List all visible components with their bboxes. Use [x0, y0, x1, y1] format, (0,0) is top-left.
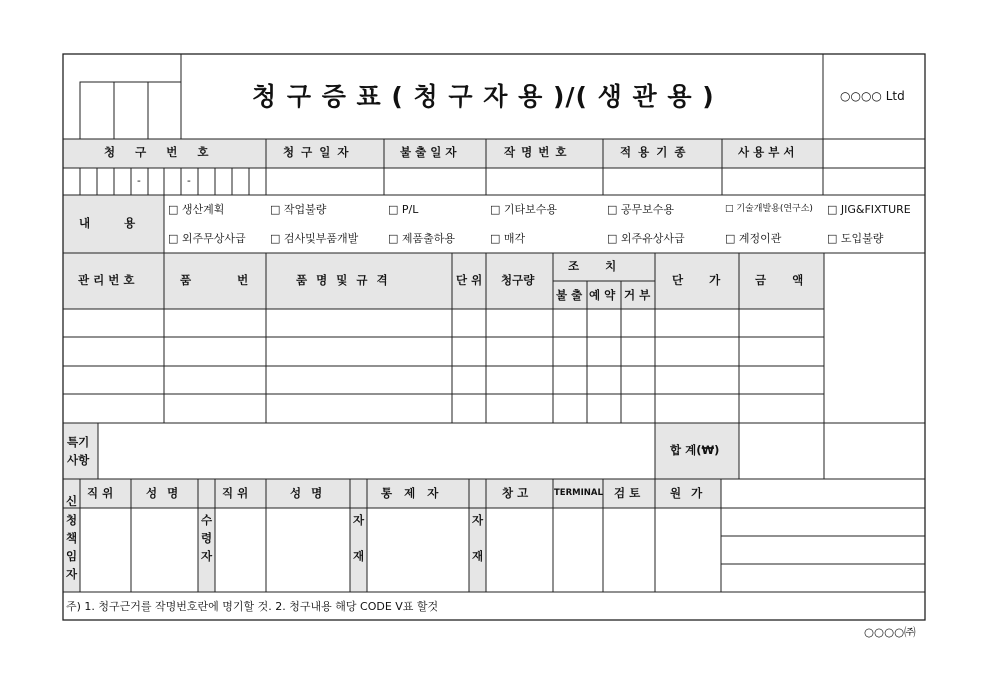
option-tech-development[interactable]: □ 기술개발용(연구소)	[725, 204, 813, 214]
option-pl[interactable]: □ P/L	[388, 203, 419, 216]
unit-price-header: 단 가	[672, 273, 721, 287]
position-label-1: 직 위	[87, 486, 114, 500]
form-grid-lines	[63, 54, 925, 620]
option-outsourcing-paid[interactable]: □ 외주유상사급	[607, 232, 685, 245]
option-import-defect[interactable]: □ 도입불량	[827, 232, 884, 245]
amount-header: 금 액	[755, 273, 804, 287]
option-facility-repair[interactable]: □ 공무보수용	[607, 203, 675, 216]
number-dash-2: -	[187, 175, 191, 187]
footer-company: ○○○○㈜	[864, 625, 916, 639]
option-work-defect[interactable]: □ 작업불량	[270, 203, 327, 216]
action-reserve-header: 예 약	[589, 288, 616, 302]
receiver-char-3: 자	[201, 549, 213, 563]
applicant-char-1: 신	[66, 494, 78, 508]
receiver-char-1: 수	[201, 513, 213, 527]
form-title: 청 구 증 표 ( 청 구 자 용 )/( 생 관 용 )	[252, 82, 715, 111]
review-label: 검 토	[614, 486, 641, 500]
total-label: 합 계(₩)	[670, 443, 720, 457]
option-jig-fixture[interactable]: □ JIG&FIXTURE	[827, 203, 911, 216]
material-char-2b: 재	[472, 549, 484, 563]
quantity-header: 청구량	[501, 273, 535, 287]
applicant-char-2: 청	[66, 513, 78, 527]
option-inspection-parts[interactable]: □ 검사및부품개발	[270, 232, 359, 245]
release-date-label: 불 출 일 자	[400, 145, 457, 159]
remarks-label-2: 사항	[67, 453, 90, 467]
action-release-header: 불 출	[556, 288, 583, 302]
position-label-2: 직 위	[222, 486, 249, 500]
terminal-label: TERMINAL	[554, 488, 603, 498]
request-date-label: 청 구 일 자	[283, 145, 349, 159]
request-number-label: 청 구 번 호	[104, 145, 209, 159]
option-other-repair[interactable]: □ 기타보수용	[490, 203, 558, 216]
part-no-header: 품 번	[180, 273, 249, 287]
material-char-1b: 재	[353, 549, 365, 563]
option-outsourcing-free[interactable]: □ 외주무상사급	[168, 232, 246, 245]
company-name: ○○○○ Ltd	[840, 89, 905, 103]
applicant-char-4: 임	[66, 549, 78, 563]
cost-label: 원 가	[670, 486, 703, 500]
option-account-transfer[interactable]: □ 계정이관	[725, 232, 782, 245]
option-production-plan[interactable]: □ 생산계획	[168, 203, 225, 216]
material-char-1a: 자	[353, 513, 365, 527]
work-number-label: 작 명 번 호	[504, 145, 567, 159]
applied-model-label: 적 용 기 종	[620, 145, 686, 159]
number-dash-1: -	[137, 175, 141, 187]
action-header: 조 치	[568, 259, 617, 273]
applicant-char-3: 책	[66, 531, 78, 545]
name-label-2: 성 명	[290, 486, 323, 500]
controller-label: 통 제 자	[381, 486, 439, 500]
footnote: 주) 1. 청구근거를 작명번호란에 명기할 것. 2. 청구내용 해당 CODE V표 할것	[66, 600, 439, 613]
using-department-label: 사 용 부 서	[738, 145, 795, 159]
name-spec-header: 품 명 및 규 격	[296, 273, 388, 287]
remarks-label-1: 특기	[67, 435, 90, 449]
warehouse-label: 창 고	[502, 486, 529, 500]
option-product-shipment[interactable]: □ 제품출하용	[388, 232, 456, 245]
content-label: 내 용	[79, 216, 136, 230]
material-char-2a: 자	[472, 513, 484, 527]
applicant-char-5: 자	[66, 567, 78, 581]
name-label-1: 성 명	[146, 486, 179, 500]
mgmt-no-header: 관 리 번 호	[78, 273, 135, 287]
option-sale[interactable]: □ 매각	[490, 232, 526, 245]
action-reject-header: 거 부	[624, 288, 651, 302]
receiver-char-2: 령	[201, 531, 213, 545]
unit-header: 단 위	[456, 273, 483, 287]
